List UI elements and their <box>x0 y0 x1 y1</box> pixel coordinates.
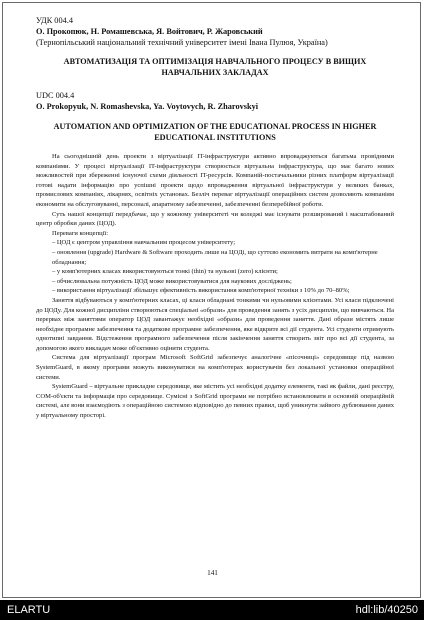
authors-en: O. Prokopyuk, N. Romashevska, Ya. Voytovych, R. Zharovskyi <box>36 102 259 111</box>
repository-name: ELARTU <box>7 604 51 616</box>
handle-link[interactable]: hdl:lib/40250 <box>355 604 418 616</box>
list-item: – ЦОД є центром управління навчальним процесом університету; <box>52 239 236 247</box>
paragraph: На сьогоднішній день проекти з віртуалізації IT-інфраструктури активно впроваджуються багатьма провідними компаніями. У процесі віртуалізації IT-інфраструктури створюється віртуальна інфраструктура, що має багато нових можливостей при збереженні існуючої схеми діяльності IT-ресурсів. Компаній-постачальники різних платформ віртуалізації готові надати інформацію про успішні проекти щодо впровадження віртуальної інфраструктури у великих банках, промислових компаніях, лікарнях, освітніх установах. Безліч переваг віртуалізації операційних систем дозволяють компаніям економити на обслуговуванні, персоналі, апаратному забезпеченні, забезпеченні безперебійної роботи. <box>36 153 394 208</box>
list-item: – у комп'ютерних класах використовуються тонкі (thin) та нульові (zero) клієнти; <box>52 268 278 276</box>
footer-bar <box>0 600 424 620</box>
page-number: 141 <box>207 569 218 577</box>
list-item: – обчислювальна потужність ЦОД може використовуватися для наукових досліджень; <box>52 277 292 285</box>
paragraph: Переваги концепції: <box>52 229 109 237</box>
udc-en: UDC 004.4 <box>36 91 75 100</box>
page-content <box>36 15 394 421</box>
list-item: – оновлення (upgrade) Hardware & Software проходить лише на ЦОДі, що суттєво економить витрати на комп'ютерне обладнання; <box>52 248 378 266</box>
title-ua: АВТОМАТИЗАЦІЯ ТА ОПТИМІЗАЦІЯ НАВЧАЛЬНОГО ПРОЦЕСУ В ВИЩИХ НАВЧАЛЬНИХ ЗАКЛАДАХ <box>63 57 367 77</box>
paragraph: Заняття відбуваються у комп'ютерних класах, ці класи обладнані тонкими чи нульовими клієнтами. Усі класи підключені до ЦОДу. Для кожної дисципліни створюються спеціальні «образи» для проведення занять з усіх дисциплін, що вивчаються. На перервах між заняттями оператор ЦОД завантажує необхідні «образи» для проведення заняття. Дані образи містять лише необхідне програмне забезпечення та додаткове програмне забезпечення, яке відкрите всі дії студента. Усі студенти отримують однотипні завдання. Відстеження програмного забезпечення після закінчення заняття створить звіт про всі дії студента, за допомогою якого викладач може об'єктивно оцінити студента. <box>36 296 394 352</box>
authors-ua: О. Прокопюк, Н. Ромашевська, Я. Войтович, Р. Жаровський <box>36 27 263 36</box>
paragraph: SystemGuard – віртуальне прикладне середовище, яке містить усі необхідні додатку елементи, такі як файли, дані реєстру, COM-об'єкти та інформація про середовище. Сумісні з SoftGrid програми не потрібно встановлювати в основній операційній системі, але вони взаємодіють з операційною системою відповідно до певних правил, щоб уникнути зайвого дублювання даних у віртуальному просторі. <box>36 383 394 420</box>
udc-ua: УДК 004.4 <box>36 16 73 25</box>
list-item: – використання віртуалізації збільшує ефективність використання комп'ютерної техніки з 10% до 70–80%; <box>52 287 350 295</box>
document-page <box>2 2 421 598</box>
paragraph: Система для віртуалізації програм Microsoft SoftGrid забезпечує аналогічне «пісочниці» середовище під назвою SystemGuard, в якому програми можуть виконуватися на комп'ютерах користувачів без локальної установки операційної системи. <box>36 354 394 381</box>
affiliation-ua: (Тернопільський національний технічний університет імені Івана Пулюя, Україна) <box>36 38 328 47</box>
paragraph: Суть нашої концепції передбачає, що у кожному університеті чи коледжі має існувати розширований і масштабований центр обробки даних (ЦОД). <box>36 210 394 228</box>
article-body <box>36 152 394 421</box>
title-en: AUTOMATION AND OPTIMIZATION OF THE EDUCATIONAL PROCESS IN HIGHER EDUCATIONAL INSTITUTIONS <box>53 122 377 142</box>
